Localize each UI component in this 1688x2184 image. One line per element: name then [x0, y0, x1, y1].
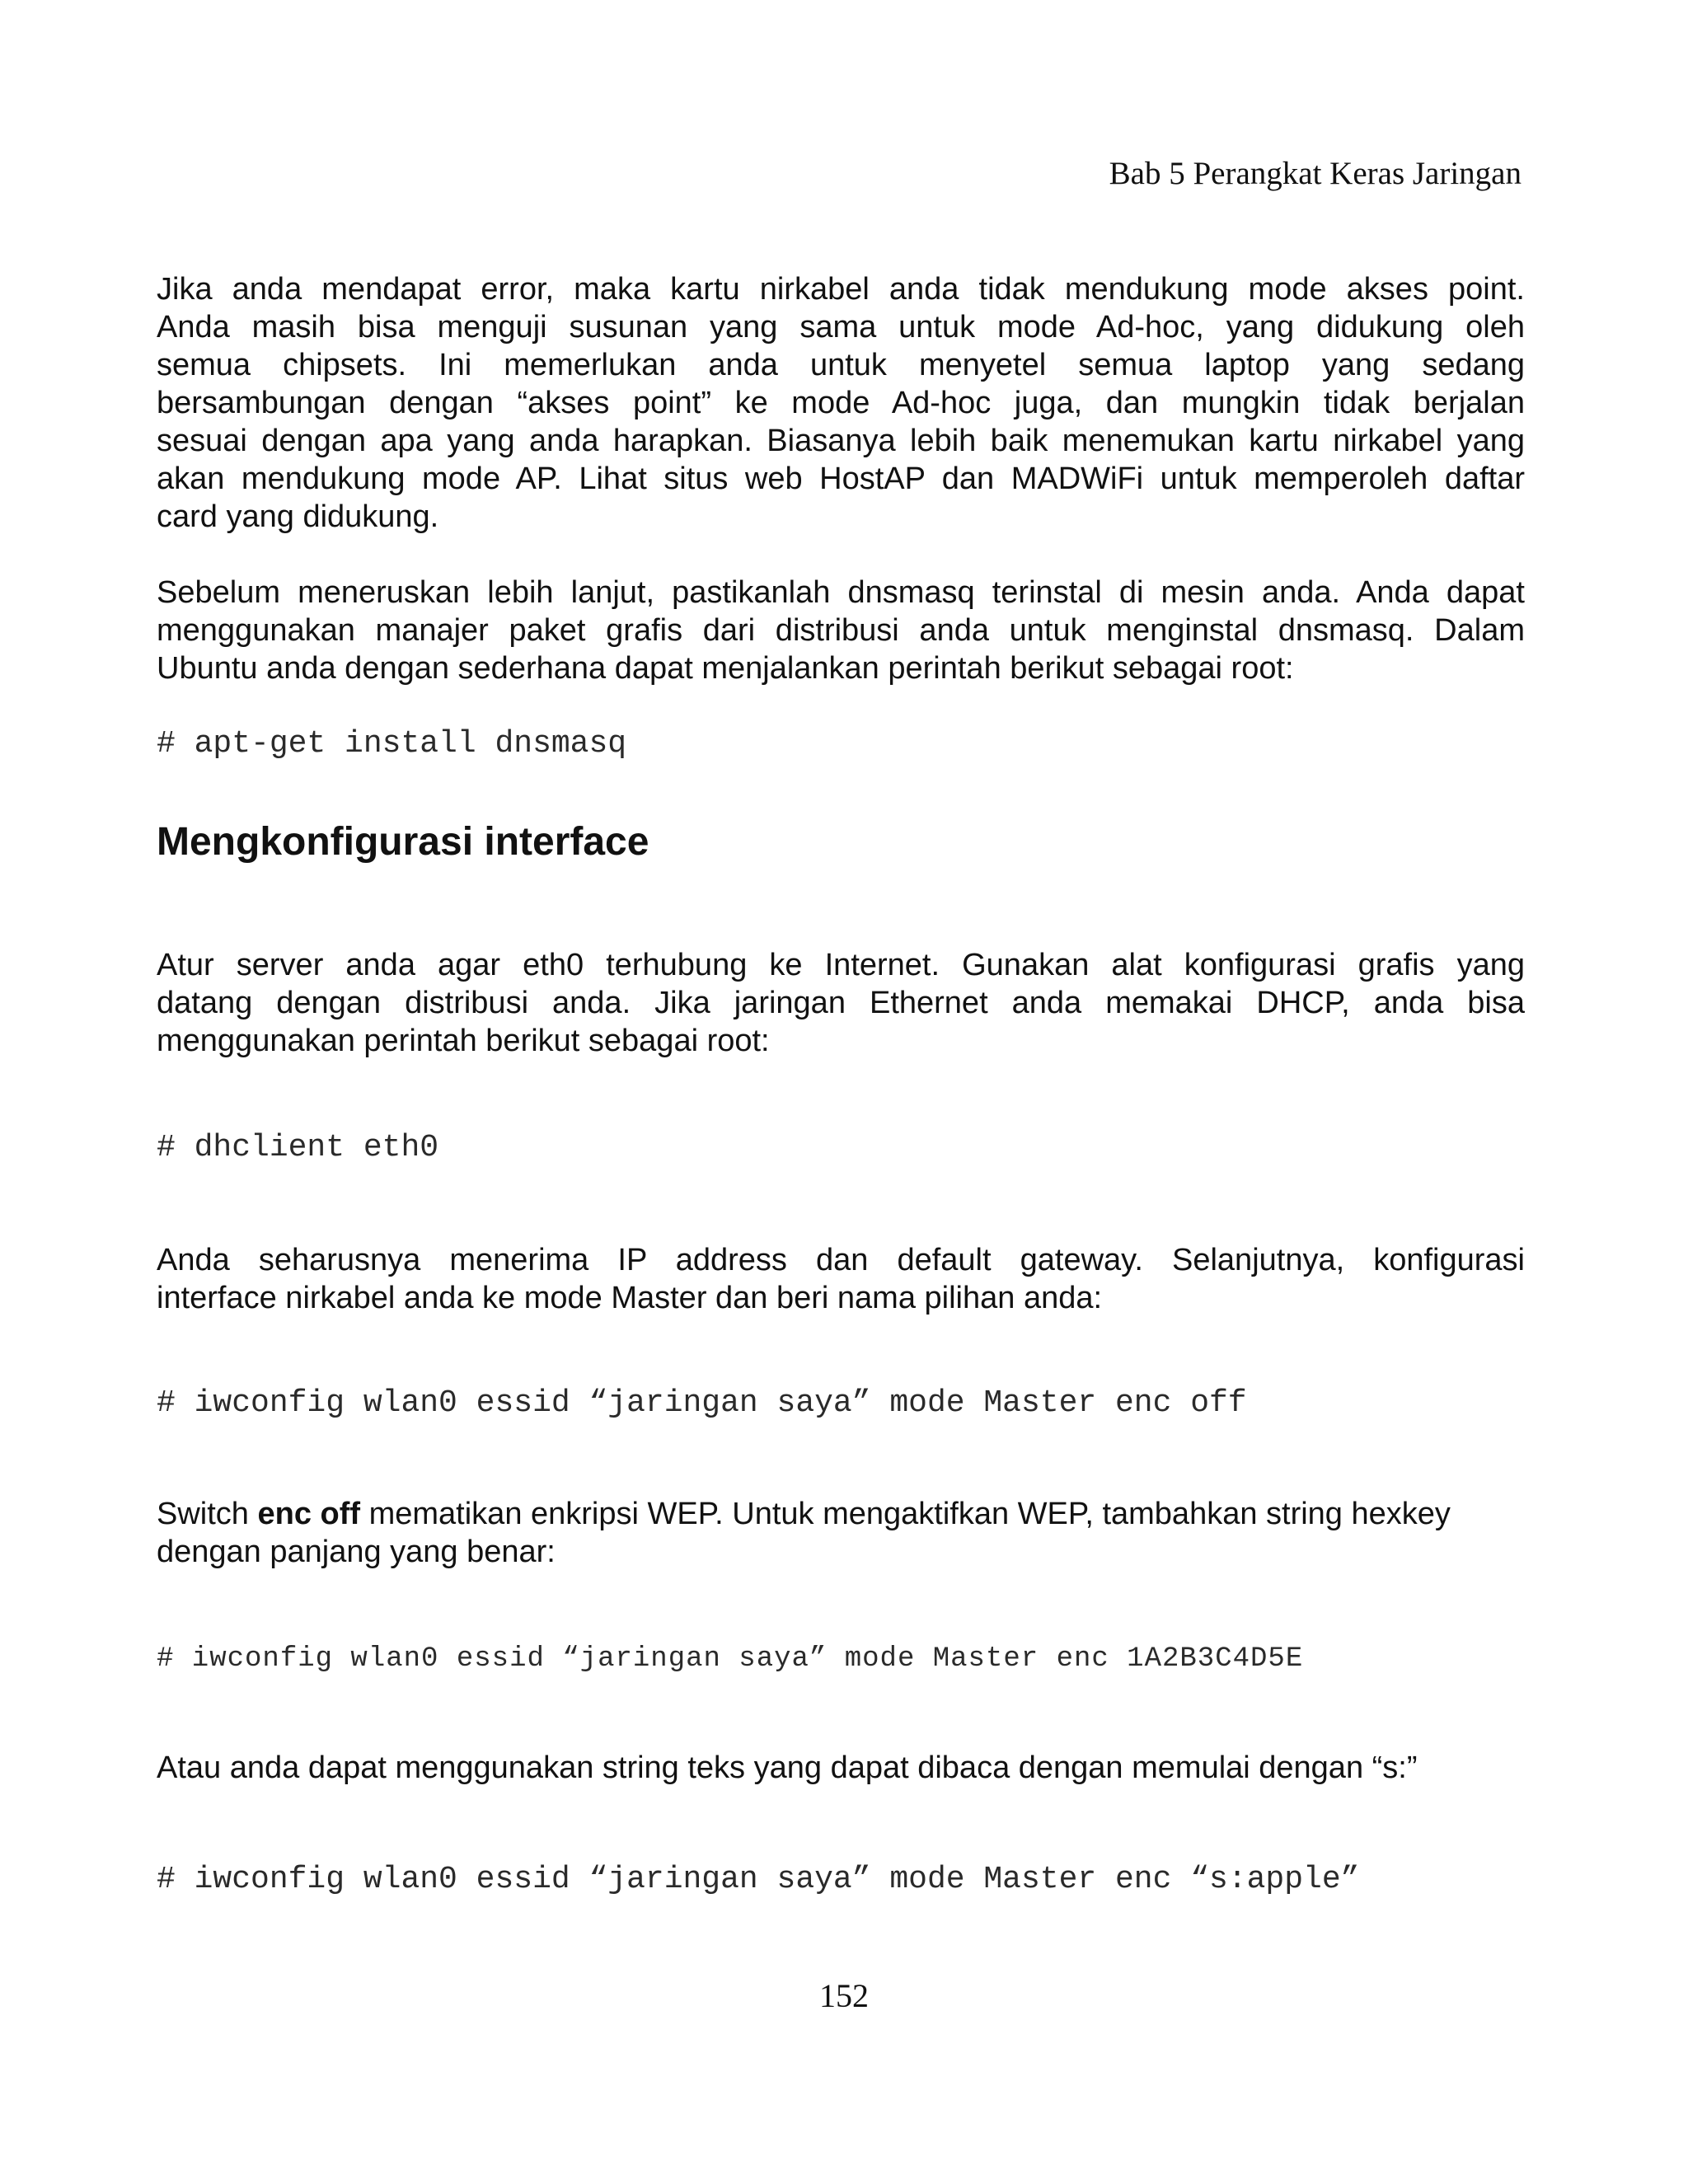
text-line: card yang didukung. — [157, 499, 439, 534]
text-line: Atau anda dapat menggunakan string teks yang dapat dibaca dengan memulai dengan “s:” — [157, 1750, 1418, 1785]
text-fragment: mematikan enkripsi WEP. Untuk mengaktifkan WEP, tambahkan string hexkey — [360, 1497, 1451, 1531]
text-line: Jika anda mendapat error, maka kartu nirkabel anda tidak mendukung mode akses point. — [157, 272, 1525, 307]
code-apt-get: # apt-get install dnsmasq — [157, 726, 627, 762]
text-line: bersambungan dengan “akses point” ke mode Ad-hoc juga, dan mungkin tidak berjalan — [157, 386, 1525, 420]
text-line: menggunakan manajer paket grafis dari distribusi anda untuk menginstal dnsmasq. Dalam — [157, 613, 1525, 648]
running-header: Bab 5 Perangkat Keras Jaringan — [1109, 156, 1522, 191]
text-line: Atur server anda agar eth0 terhubung ke Internet. Gunakan alat konfigurasi grafis yang — [157, 948, 1525, 982]
section-heading: Mengkonfigurasi interface — [157, 820, 649, 864]
text-fragment: Switch — [157, 1497, 258, 1531]
text-line: dengan panjang yang benar: — [157, 1535, 556, 1569]
code-iwconfig-hexkey: # iwconfig wlan0 essid “jaringan saya” mode Master enc 1A2B3C4D5E — [157, 1643, 1304, 1675]
text-line: Anda masih bisa menguji susunan yang sama untuk mode Ad-hoc, yang didukung oleh — [157, 310, 1525, 344]
text-line: Sebelum meneruskan lebih lanjut, pastikanlah dnsmasq terinstal di mesin anda. Anda dapat — [157, 575, 1525, 610]
code-dhclient: # dhclient eth0 — [157, 1130, 439, 1165]
page-number: 152 — [819, 1977, 869, 2014]
paragraph-eth0 — [157, 946, 1525, 1060]
text-line: datang dengan distribusi anda. Jika jaringan Ethernet anda memakai DHCP, anda bisa — [157, 986, 1525, 1020]
code-iwconfig-enc-off: # iwconfig wlan0 essid “jaringan saya” mode Master enc off — [157, 1385, 1247, 1421]
text-line — [157, 1495, 1525, 1533]
text-line: sesuai dengan apa yang anda harapkan. Biasanya lebih baik menemukan kartu nirkabel yang — [157, 424, 1525, 458]
paragraph-string — [157, 1749, 1525, 1787]
bold-term: enc off — [257, 1497, 361, 1531]
paragraph-master-mode — [157, 1241, 1525, 1317]
text-line: semua chipsets. Ini memerlukan anda untuk menyetel semua laptop yang sedang — [157, 348, 1525, 382]
paragraph-wep — [157, 1495, 1525, 1571]
paragraph-dnsmasq — [157, 574, 1525, 687]
text-line: Anda seharusnya menerima IP address dan default gateway. Selanjutnya, konfigurasi — [157, 1243, 1525, 1277]
text-line: akan mendukung mode AP. Lihat situs web HostAP dan MADWiFi untuk memperoleh daftar — [157, 462, 1525, 496]
paragraph-intro — [157, 270, 1525, 536]
text-line: interface nirkabel anda ke mode Master dan beri nama pilihan anda: — [157, 1281, 1103, 1315]
code-iwconfig-string: # iwconfig wlan0 essid “jaringan saya” mode Master enc “s:apple” — [157, 1862, 1360, 1897]
text-line: Ubuntu anda dengan sederhana dapat menjalankan perintah berikut sebagai root: — [157, 651, 1294, 686]
text-line: menggunakan perintah berikut sebagai root: — [157, 1024, 770, 1058]
